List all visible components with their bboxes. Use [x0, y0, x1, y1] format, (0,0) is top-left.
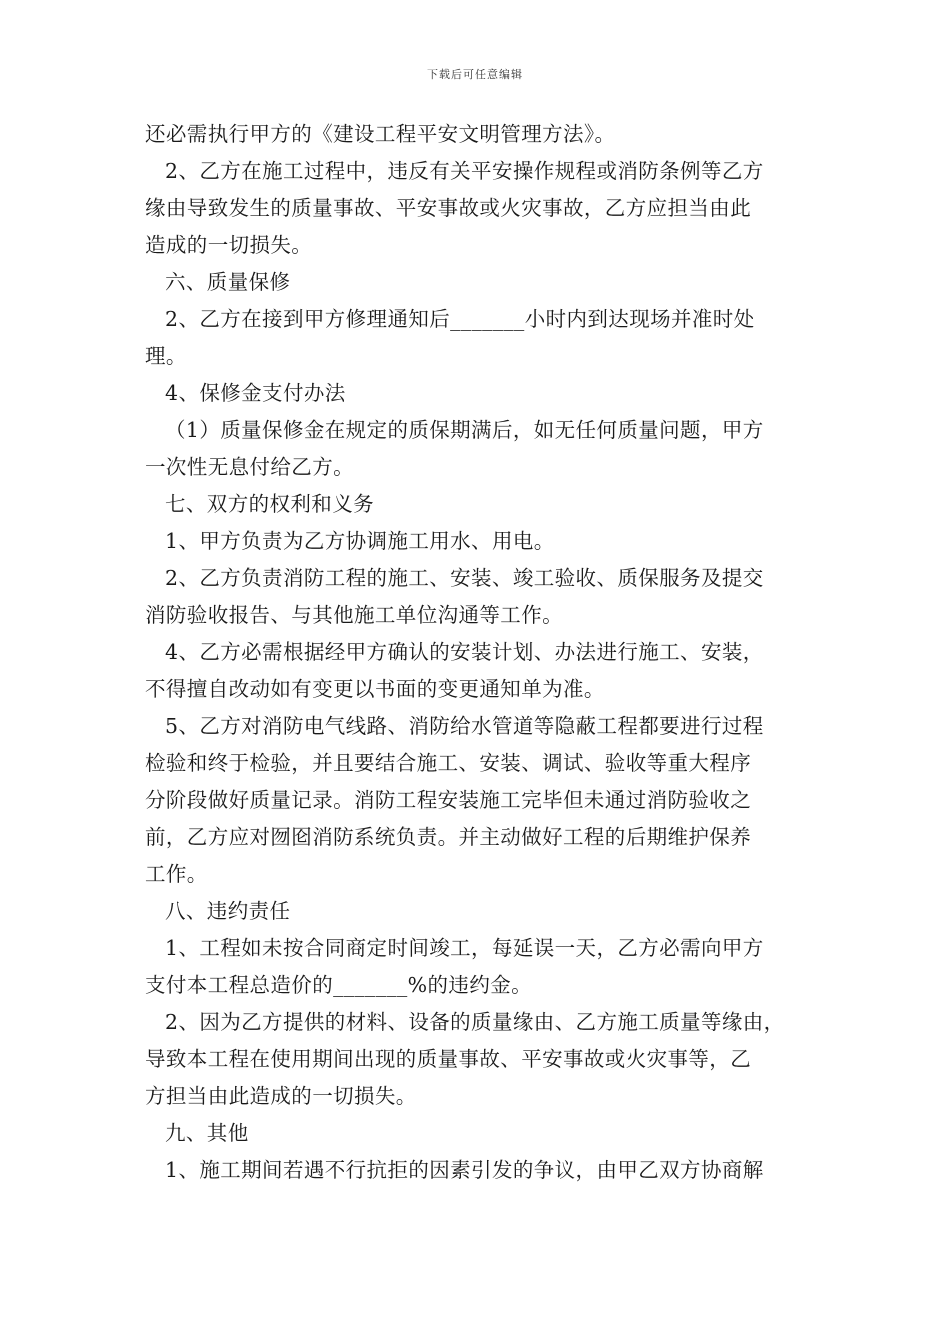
text-line: 2、乙方在施工过程中，违反有关平安操作规程或消防条例等乙方 — [165, 159, 764, 183]
text-line: 一次性无息付给乙方。 — [145, 455, 354, 479]
text-line: 前，乙方应对囫囵消防系统负责。并主动做好工程的后期维护保养 — [145, 825, 752, 849]
text-line: 5、乙方对消防电气线路、消防给水管道等隐蔽工程都要进行过程 — [165, 714, 764, 738]
text-line: 支付本工程总造价的_______%的违约金。 — [145, 973, 533, 997]
text-line: 消防验收报告、与其他施工单位沟通等工作。 — [145, 603, 563, 627]
text-line: 1、施工期间若遇不行抗拒的因素引发的争议，由甲乙双方协商解 — [165, 1158, 764, 1182]
text-line: 4、保修金支付办法 — [165, 381, 346, 405]
text-line: 还必需执行甲方的《建设工程平安文明管理方法》。 — [145, 122, 616, 146]
text-line: 缘由导致发生的质量事故、平安事故或火灾事故，乙方应担当由此 — [145, 196, 752, 220]
text-line: 检验和终于检验，并且要结合施工、安装、调试、验收等重大程序 — [145, 751, 752, 775]
text-line: 七、双方的权利和义务 — [165, 492, 374, 516]
text-line: 导致本工程在使用期间出现的质量事故、平安事故或火灾事等，乙 — [145, 1047, 752, 1071]
text-line: 2、因为乙方提供的材料、设备的质量缘由、乙方施工质量等缘由， — [165, 1010, 785, 1034]
text-line: 2、乙方负责消防工程的施工、安装、竣工验收、质保服务及提交 — [165, 566, 764, 590]
text-line: 工作。 — [145, 862, 208, 886]
text-line: （1）质量保修金在规定的质保期满后，如无任何质量问题，甲方 — [165, 418, 764, 442]
text-line: 理。 — [145, 344, 187, 368]
text-line: 造成的一切损失。 — [145, 233, 313, 257]
document-body — [145, 116, 815, 1189]
page-header: 下载后可任意编辑 — [427, 68, 523, 81]
text-line: 八、违约责任 — [165, 899, 291, 923]
text-line: 六、质量保修 — [165, 270, 291, 294]
text-line: 2、乙方在接到甲方修理通知后_______小时内到达现场并准时处 — [165, 307, 755, 331]
text-line: 方担当由此造成的一切损失。 — [145, 1084, 417, 1108]
text-line: 九、其他 — [165, 1121, 249, 1145]
text-line: 1、工程如未按合同商定时间竣工，每延误一天，乙方必需向甲方 — [165, 936, 764, 960]
text-line: 4、乙方必需根据经甲方确认的安装计划、办法进行施工、安装， — [165, 640, 764, 664]
text-line: 1、甲方负责为乙方协调施工用水、用电。 — [165, 529, 555, 553]
text-line: 分阶段做好质量记录。消防工程安装施工完毕但未通过消防验收之 — [145, 788, 752, 812]
text-line: 不得擅自改动如有变更以书面的变更通知单为准。 — [145, 677, 605, 701]
